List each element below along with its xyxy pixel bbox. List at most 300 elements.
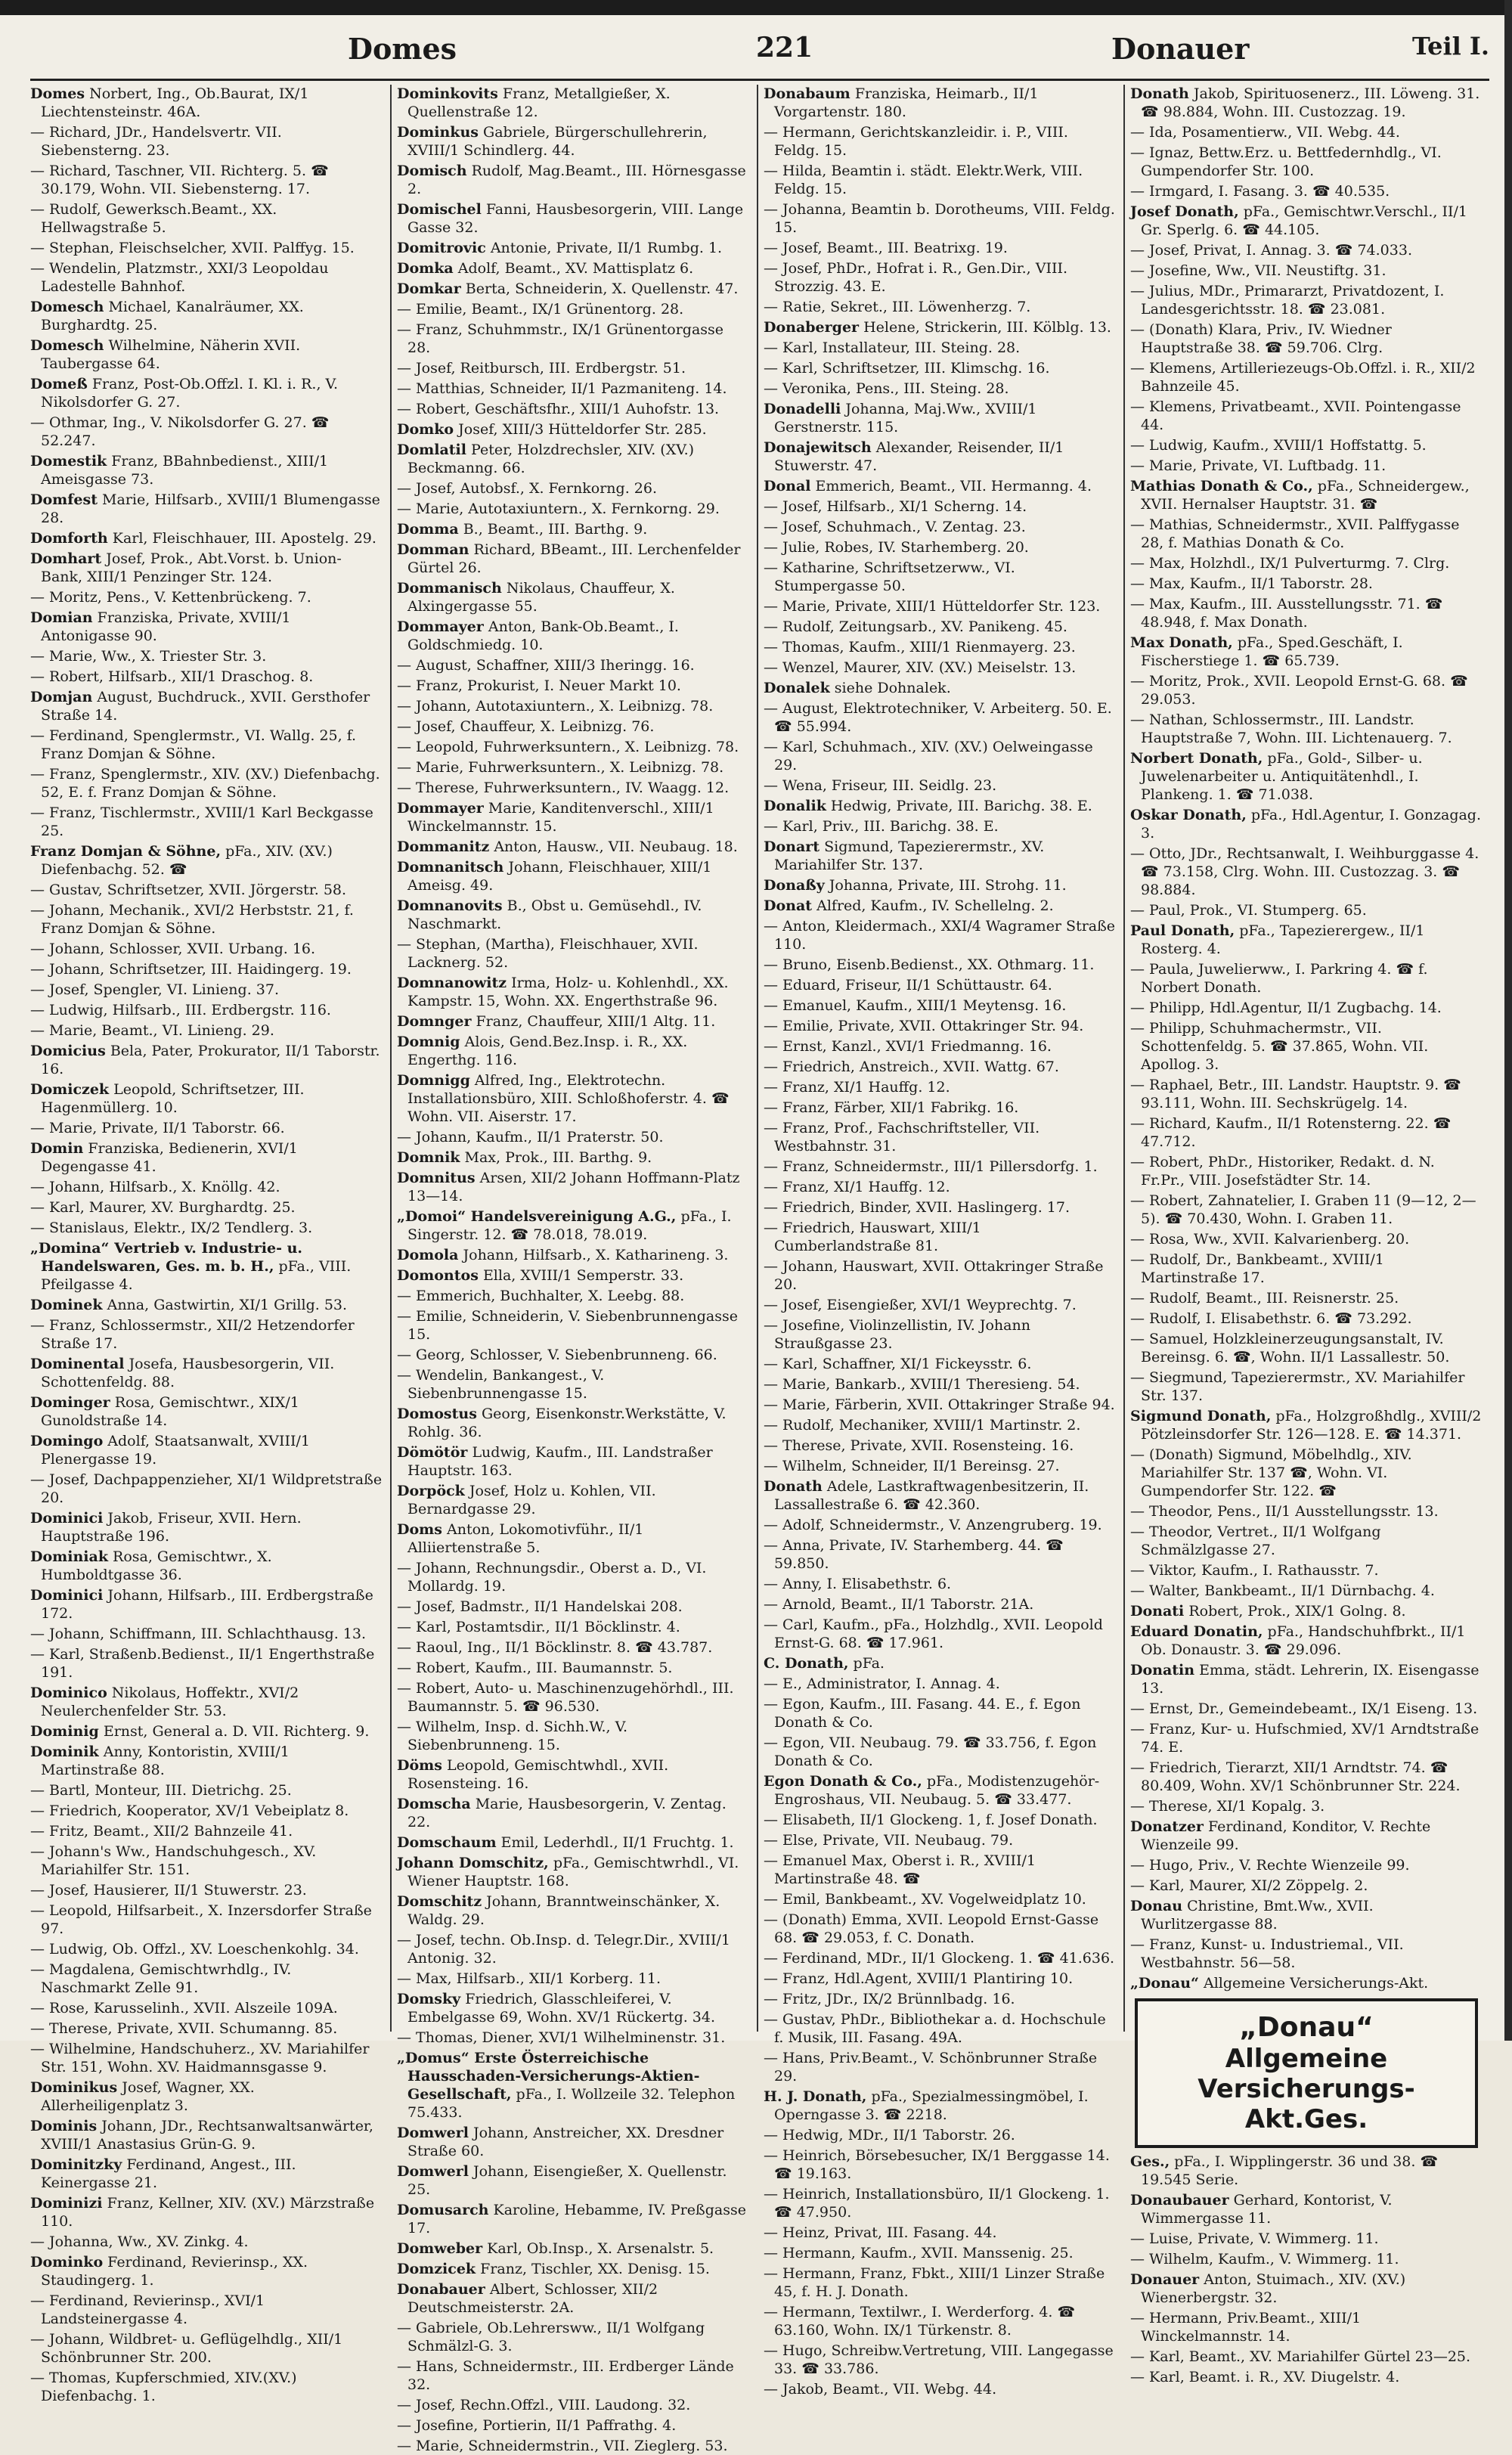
directory-entry [397, 579, 749, 615]
directory-entry [1130, 123, 1483, 141]
directory-entry [764, 1375, 1116, 1393]
directory-entry [764, 699, 1116, 736]
entry-text: Johann, Hilfsarb., III. Erdbergstraße 172. [41, 1587, 373, 1622]
entry-text: — Johann, Schlosser, XVII. Urbang. 16. [30, 941, 316, 957]
directory-entry [397, 1659, 749, 1677]
directory-entry [764, 239, 1116, 257]
entry-text: — Karl, Installateur, III. Steing. 28. [764, 339, 1021, 356]
entry-text: — Josef, Rechn.Offzl., VIII. Laudong. 32. [397, 2397, 691, 2413]
entry-name: Dominikus [30, 2079, 118, 2096]
entry-text: — Friedrich, Kooperator, XV/1 Vebeiplatz 8. [30, 1803, 349, 1819]
entry-text: — Thomas, Diener, XVI/1 Wilhelminenstr. 31. [397, 2029, 726, 2046]
entry-text: Ferdinand, Revierinsp., XX. Staudingerg. 1. [41, 2254, 308, 2289]
directory-entry [30, 2040, 383, 2076]
entry-text: — Josef, techn. Ob.Insp. d. Telegr.Dir., XVIII/1 Antonig. 32. [397, 1932, 730, 1967]
directory-entry [30, 1822, 383, 1840]
entry-text: — Hermann, Franz, Fbkt., XIII/1 Linzer Straße 45, f. H. J. Donath. [764, 2265, 1105, 2300]
entry-text: — Josef, Beamt., III. Beatrixg. 19. [764, 240, 1008, 256]
directory-entry [397, 799, 749, 835]
directory-entry [764, 1257, 1116, 1294]
directory-entry [1130, 554, 1483, 572]
entry-name: „Domina“ Vertrieb v. Industrie- u. Handelswaren, Ges. m. b. H., [30, 1240, 303, 1275]
directory-entry [397, 897, 749, 933]
directory-entry [764, 1654, 1116, 1672]
directory-entry [764, 2010, 1116, 2047]
directory-entry [1130, 282, 1483, 318]
directory-entry [1130, 477, 1483, 513]
entry-text: — Josef, Chauffeur, X. Leibnizg. 76. [397, 718, 655, 735]
entry-text: — Heinz, Privat, III. Fasang. 44. [764, 2224, 997, 2241]
column-4 [1130, 85, 1483, 2385]
entry-name: Dominici [30, 1510, 104, 1527]
entry-name: Domitrovic [397, 240, 486, 256]
entry-text: — Rose, Karusselinh., XVII. Alszeile 109A. [30, 2000, 338, 2016]
directory-entry [764, 1970, 1116, 1988]
entry-name: Domnanovits [397, 897, 503, 914]
entry-text: Sigmund, Tapezierermstr., XV. Mariahilfer Str. 137. [774, 838, 1045, 873]
directory-entry [764, 2303, 1116, 2339]
entry-name: Domian [30, 609, 93, 626]
directory-entry [1130, 595, 1483, 631]
directory-entry [30, 1586, 383, 1623]
directory-entry [764, 1017, 1116, 1035]
directory-entry [1130, 711, 1483, 747]
directory-entry [764, 1037, 1116, 1055]
directory-entry [30, 1684, 383, 1720]
directory-entry [30, 1178, 383, 1196]
directory-entry [30, 647, 383, 665]
entry-text: — Ratie, Sekret., III. Löwenherzg. 7. [764, 299, 1031, 315]
entry-name: Domnigg [397, 1072, 470, 1089]
entry-name: Dommayer [397, 618, 484, 635]
directory-entry [764, 1219, 1116, 1255]
entry-text: Alfred, Ing., Elektrotechn. Installationsbüro, XIII. Schloßhoferstr. 4. ☎ Wohn. VII. Aiserstr. 17. [407, 1072, 730, 1125]
entry-text: — Josef, Dachpappenzieher, XI/1 Wildpretstraße 20. [30, 1471, 383, 1506]
entry-text: pFa., Holzgroßhdlg., XVIII/2 Pötzleinsdorfer Str. 126—128. E. ☎ 14.371. [1141, 1408, 1482, 1443]
entry-text: — Josef, Schuhmach., V. Zentag. 23. [764, 519, 1026, 535]
entry-text: Nikolaus, Hoffektr., XVI/2 Neulerchenfelder Str. 53. [41, 1685, 299, 1719]
column-divider [1123, 85, 1125, 2032]
entry-text: pFa., Gemischtwrhdl., VI. Wiener Hauptstr. 168. [407, 1855, 739, 1889]
directory-entry [30, 842, 383, 879]
entry-name: Donart [764, 838, 820, 855]
directory-entry [30, 2292, 383, 2328]
entry-text: — Matthias, Schneider, II/1 Pazmaniteng. 14. [397, 380, 727, 397]
directory-entry [397, 239, 749, 257]
entry-text: Josefa, Hausbesorgerin, VII. Schottenfeldg. 88. [41, 1356, 335, 1390]
directory-entry [397, 1012, 749, 1031]
entry-text: Irma, Holz- u. Kohlenhdl., XX. Kampstr. 15, Wohn. XX. Engerthstraße 96. [407, 975, 729, 1009]
directory-entry [397, 1618, 749, 1636]
entry-text: — Josef, Hilfsarb., XI/1 Scherng. 14. [764, 498, 1027, 515]
entry-text: — Hilda, Beamtin i. städt. Elektr.Werk, VIII. Feldg. 15. [764, 163, 1083, 197]
directory-entry [397, 2240, 749, 2258]
entry-text: — Philipp, Schuhmachermstr., VII. Schottenfeldg. 5. ☎ 37.865, Wohn. VII. Apollog. 3. [1130, 1020, 1429, 1073]
directory-entry [764, 1078, 1116, 1096]
entry-text: — Karl, Straßenb.Bedienst., II/1 Engerthstraße 191. [30, 1646, 375, 1681]
entry-text: — Arnold, Beamt., II/1 Taborstr. 21A. [764, 1596, 1034, 1613]
entry-name: Ges., [1130, 2153, 1170, 2170]
directory-entry [1130, 1623, 1483, 1659]
directory-entry [30, 1080, 383, 1117]
directory-entry [764, 1198, 1116, 1217]
entry-text: — Max, Kaufm., II/1 Taborstr. 28. [1130, 575, 1373, 592]
entry-text: Johann, Anstreicher, XX. Dresdner Straße 60. [407, 2125, 724, 2159]
entry-text: — Franz, XI/1 Hauffg. 12. [764, 1179, 950, 1195]
directory-entry [30, 2019, 383, 2038]
directory-entry [397, 85, 749, 121]
entry-name: Donat [764, 897, 813, 914]
directory-entry [397, 758, 749, 776]
directory-entry [1130, 1897, 1483, 1933]
entry-text: — Wilhelm, Insp. d. Sichh.W., V. Siebenbrunneng. 15. [397, 1719, 628, 1753]
entry-text: Adolf, Beamt., XV. Mattisplatz 6. [457, 260, 694, 277]
entry-name: Domesch [30, 299, 104, 315]
entry-text: Jakob, Friseur, XVII. Hern. Hauptstraße 196. [41, 1510, 302, 1545]
entry-name: Dominik [30, 1744, 99, 1760]
entry-text: — Siegmund, Tapezierermstr., XV. Mariahilfer Str. 137. [1130, 1369, 1465, 1404]
directory-entry [1130, 1369, 1483, 1405]
entry-text: — Josef, Badmstr., II/1 Handelskai 208. [397, 1598, 683, 1615]
entry-text: — Rudolf, Zeitungsarb., XV. Panikeng. 45. [764, 618, 1067, 635]
entry-name: Egon Donath & Co., [764, 1773, 922, 1790]
directory-entry [30, 491, 383, 527]
entry-text: — Karl, Postamtsdir., II/1 Böcklinstr. 4. [397, 1619, 680, 1635]
directory-entry [1130, 321, 1483, 357]
entry-text: August, Buchdruck., XVII. Gersthofer Straße 14. [41, 689, 370, 724]
directory-entry [764, 1949, 1116, 1967]
directory-entry [764, 738, 1116, 774]
directory-entry [397, 1287, 749, 1305]
entry-text: pFa., Modistenzugehör-Engroshaus, VII. Neubaug. 5. ☎ 33.477. [774, 1773, 1100, 1808]
entry-text: Max, Prok., III. Barthg. 9. [464, 1149, 652, 1166]
entry-text: Michael, Kanalräumer, XX. Burghardtg. 25. [41, 299, 304, 333]
entry-text: Karoline, Hebamme, IV. Preßgasse 17. [407, 2202, 746, 2236]
directory-entry [397, 935, 749, 972]
directory-entry [397, 1854, 749, 1890]
entry-text: — Fritz, JDr., IX/2 Brünnlbadg. 16. [764, 1991, 1015, 2007]
entry-name: Donaubauer [1130, 2192, 1229, 2209]
directory-entry [30, 1296, 383, 1314]
directory-entry [30, 1722, 383, 1741]
entry-text: — Emanuel Max, Oberst i. R., XVIII/1 Martinstraße 48. ☎ [764, 1852, 1036, 1887]
directory-entry [764, 618, 1116, 636]
directory-entry [764, 597, 1116, 615]
directory-entry [30, 123, 383, 160]
header-left-word: Domes [348, 32, 457, 66]
entry-name: Dominkus [397, 124, 479, 141]
entry-text: — Hermann, Gerichtskanzleidir. i. P., VIII. Feldg. 15. [764, 124, 1068, 159]
entry-text: pFa., Schneidergew., XVII. Hernalser Hauptstr. 31. ☎ [1141, 478, 1470, 513]
directory-entry [764, 518, 1116, 536]
directory-entry [1130, 2191, 1483, 2227]
entry-text: Ferdinand, Konditor, V. Rechte Wienzeile 99. [1141, 1818, 1431, 1853]
entry-text: Helene, Strickerin, III. Kölblg. 13. [863, 319, 1111, 336]
directory-entry [397, 1482, 749, 1518]
entry-text: — Anton, Kleidermach., XXI/4 Wagramer Straße 110. [764, 918, 1116, 953]
entry-text: — Richard, JDr., Handelsvertr. VII. Siebensterng. 23. [30, 124, 282, 159]
entry-text: — Franz, Kunst- u. Industriemal., VII. Westbahnstr. 56—58. [1130, 1936, 1404, 1971]
entry-name: Dommanitz [397, 838, 490, 855]
entry-text: — Julie, Robes, IV. Starhemberg. 20. [764, 539, 1029, 556]
entry-name: Dorpöck [397, 1483, 465, 1499]
entry-name: Dominici [30, 1587, 104, 1604]
directory-entry [397, 1679, 749, 1716]
entry-text: — Thomas, Kupferschmied, XIV.(XV.) Diefenbachg. 1. [30, 2370, 297, 2404]
entry-text: — Franz, Schuhmmstr., IX/1 Grünentorgasse 28. [397, 321, 724, 356]
entry-text: — Josef, Hausierer, II/1 Stuwerstr. 23. [30, 1882, 307, 1899]
directory-entry [30, 239, 383, 257]
directory-entry [30, 1432, 383, 1468]
entry-text: Allgemeine Versicherungs-Akt. [1204, 1975, 1429, 1992]
directory-entry [764, 380, 1116, 398]
entry-text: — Gabriele, Ob.Lehrersww., II/1 Wolfgang Schmälzl-G. 3. [397, 2320, 705, 2354]
directory-entry [764, 259, 1116, 296]
directory-entry [397, 1033, 749, 1069]
entry-text: — Julius, MDr., Primararzt, Privatdozent, I. Landesgerichtsstr. 18. ☎ 23.081. [1130, 283, 1445, 318]
entry-text: — Karl, Schriftsetzer, III. Klimschg. 16. [764, 360, 1050, 377]
entry-name: Donaberger [764, 319, 860, 336]
entry-text: B., Obst u. Gemüsehdl., IV. Naschmarkt. [407, 897, 702, 932]
entry-text: — Stephan, (Martha), Fleischhauer, XVII. Lacknerg. 52. [397, 936, 699, 971]
entry-text: Bela, Pater, Prokurator, II/1 Taborstr. 16. [41, 1043, 380, 1077]
directory-entry [764, 2147, 1116, 2183]
directory-entry [764, 1734, 1116, 1770]
entry-name: „Domoi“ Handelsvereinigung A.G., [397, 1208, 677, 1225]
entry-text: — Friedrich, Hauswart, XIII/1 Cumberlandstraße 81. [764, 1220, 981, 1254]
directory-entry [397, 1638, 749, 1657]
entry-name: Domestik [30, 453, 107, 470]
entry-text: — Marie, Bankarb., XVIII/1 Theresieng. 54. [764, 1376, 1080, 1393]
entry-text: — Josef, PhDr., Hofrat i. R., Gen.Dir., VIII. Strozzig. 43. E. [764, 260, 1067, 295]
entry-text: Franziska, Bedienerin, XVI/1 Degengasse 41. [41, 1140, 298, 1175]
entry-name: Domka [397, 260, 454, 277]
entry-text: pFa., Gemischtwr.Verschl., II/1 Gr. Sperlg. 6. ☎ 44.105. [1141, 203, 1467, 238]
entry-text: — Karl, Beamt., XV. Mariahilfer Gürtel 23—25. [1130, 2348, 1471, 2365]
entry-text: — Mathias, Schneidermstr., XVII. Palffygasse 28, f. Mathias Donath & Co. [1130, 516, 1460, 551]
directory-entry [1130, 1661, 1483, 1697]
directory-entry [30, 881, 383, 899]
directory-entry [764, 477, 1116, 495]
entry-text: — Hermann, Textilwr., I. Werderforg. 4. ☎ 63.160, Wohn. IX/1 Türkenstr. 8. [764, 2304, 1076, 2339]
entry-text: pFa., Gold-, Silber- u. Juwelenarbeiter u. Antiquitätenhdl., I. Plankeng. 1. ☎ 71.038. [1141, 750, 1423, 803]
entry-text: — Josef, Autobsf., X. Fernkorng. 26. [397, 480, 657, 497]
entry-text: — Katharine, Schriftsetzerww., VI. Stumpergasse 50. [764, 560, 1015, 594]
directory-entry [397, 1443, 749, 1480]
entry-text: Berta, Schneiderin, X. Quellenstr. 47. [465, 281, 739, 297]
entry-text: Josef, Holz u. Kohlen, VII. Bernardgasse 29. [407, 1483, 656, 1517]
directory-columns [30, 85, 1482, 2454]
entry-text: Nikolaus, Chauffeur, X. Alxingergasse 55. [407, 580, 675, 615]
directory-entry [397, 2280, 749, 2317]
directory-entry [1130, 999, 1483, 1017]
entry-text: — Hugo, Priv., V. Rechte Wienzeile 99. [1130, 1857, 1410, 1874]
directory-entry [30, 1509, 383, 1545]
entry-text: — Eduard, Friseur, II/1 Schüttaustr. 64. [764, 977, 1052, 993]
entry-text: — Therese, Fuhrwerksuntern., IV. Waagg. 12. [397, 780, 730, 796]
directory-entry [30, 414, 383, 450]
entry-text: — Marie, Ww., X. Triester Str. 3. [30, 648, 267, 665]
directory-entry [764, 85, 1116, 121]
directory-entry [397, 1246, 749, 1264]
entry-text: — Wena, Friseur, III. Seidlg. 23. [764, 777, 997, 794]
directory-entry [30, 981, 383, 999]
entry-text: Emmerich, Beamt., VII. Hermanng. 4. [815, 478, 1092, 494]
entry-name: Dominico [30, 1685, 107, 1701]
entry-name: Donalek [764, 680, 830, 696]
entry-text: — Anna, Private, IV. Starhemberg. 44. ☎ 59.850. [764, 1537, 1064, 1572]
entry-name: Domesch [30, 337, 104, 354]
entry-text: — Franz, Schneidermstr., III/1 Pillersdorfg. 1. [764, 1158, 1098, 1175]
entry-text: — Wenzel, Maurer, XIV. (XV.) Meiselstr. 13. [764, 659, 1077, 676]
entry-text: — Wilhelm, Schneider, II/1 Bereinsg. 27. [764, 1458, 1060, 1474]
directory-entry [397, 2201, 749, 2237]
entry-text: Franziska, Heimarb., II/1 Vorgartenstr. 180. [774, 85, 1039, 120]
directory-entry [30, 1139, 383, 1176]
entry-text: Leopold, Schriftsetzer, III. Hagenmüllerg. 10. [41, 1081, 305, 1116]
directory-entry [1130, 2250, 1483, 2268]
entry-text: — Johann, Mechanik., XVI/2 Herbststr. 21, f. Franz Domjan & Söhne. [30, 902, 354, 937]
directory-entry [1130, 1330, 1483, 1366]
entry-text: Emma, städt. Lehrerin, IX. Eisengasse 13. [1141, 1662, 1479, 1697]
entry-name: Donauer [1130, 2271, 1200, 2288]
directory-entry [397, 2416, 749, 2435]
directory-entry [30, 1316, 383, 1353]
entry-text: pFa., Spezialmessingmöbel, I. Operngasse 3. ☎ 2218. [774, 2088, 1089, 2123]
directory-entry [1130, 1446, 1483, 1500]
directory-entry [1130, 182, 1483, 200]
directory-entry [30, 200, 383, 237]
directory-entry [30, 1902, 383, 1938]
entry-text: — Klemens, Privatbeamt., XVII. Pointengasse 44. [1130, 398, 1461, 433]
entry-name: Donati [1130, 1603, 1185, 1620]
entry-text: Ferdinand, Angest., III. Keinergasse 21. [41, 2156, 296, 2191]
entry-text: pFa. [853, 1655, 885, 1672]
entry-text: Johann, Eisengießer, X. Quellenstr. 25. [407, 2163, 727, 2198]
directory-entry [764, 1296, 1116, 1314]
entry-name: Eduard Donatin, [1130, 1623, 1263, 1640]
entry-text: — Franz, Hdl.Agent, XVIII/1 Plantiring 10. [764, 1970, 1074, 1987]
directory-entry [30, 588, 383, 606]
entry-name: Dominig [30, 1723, 99, 1740]
entry-name: Domhart [30, 550, 102, 567]
entry-name: Domnik [397, 1149, 460, 1166]
directory-entry [397, 300, 749, 318]
directory-entry [764, 1890, 1116, 1908]
entry-name: Dominger [30, 1394, 110, 1411]
entry-name: Domin [30, 1140, 84, 1157]
entry-text: — Egon, VII. Neubaug. 79. ☎ 33.756, f. Egon Donath & Co. [764, 1734, 1097, 1769]
directory-entry [764, 339, 1116, 357]
directory-entry [1130, 1076, 1483, 1112]
directory-entry [397, 1207, 749, 1244]
entry-text: Johann, Branntweinschänker, X. Waldg. 29. [407, 1893, 720, 1928]
directory-entry [764, 123, 1116, 160]
directory-entry [1130, 1700, 1483, 1718]
directory-entry [397, 2162, 749, 2199]
entry-text: — Marie, Fuhrwerksuntern., X. Leibnizg. 78. [397, 759, 724, 776]
entry-text: siehe Dohnalek. [834, 680, 951, 696]
entry-text: — Hermann, Kaufm., XVII. Manssenig. 25. [764, 2245, 1074, 2261]
directory-entry [764, 318, 1116, 336]
directory-entry [764, 538, 1116, 556]
directory-entry [30, 2330, 383, 2367]
entry-text: — Marie, Färberin, XVII. Ottakringer Straße 94. [764, 1396, 1115, 1413]
directory-entry [764, 1316, 1116, 1353]
entry-text: — Friedrich, Tierarzt, XII/1 Arndtstr. 74. ☎ 80.409, Wohn. XV/1 Schönbrunner Str. 224. [1130, 1759, 1461, 1794]
directory-entry [397, 1990, 749, 2026]
directory-entry [1130, 634, 1483, 670]
entry-text: — Ferdinand, Spenglermstr., VI. Wallg. 25, f. Franz Domjan & Söhne. [30, 727, 357, 762]
entry-text: — Wendelin, Bankangest., V. Siebenbrunnengasse 15. [397, 1367, 605, 1402]
entry-text: — (Donath) Emma, XVII. Leopold Ernst-Gasse 68. ☎ 29.053, f. C. Donath. [764, 1911, 1099, 1946]
entry-text: — Rosa, Ww., XVII. Kalvarienberg. 20. [1130, 1231, 1410, 1248]
directory-entry [397, 738, 749, 756]
entry-text: — Karl, Maurer, XI/2 Zöppelg. 2. [1130, 1877, 1368, 1894]
entry-name: Domostus [397, 1406, 477, 1422]
entry-text: — Richard, Taschner, VII. Richterg. 5. ☎ 30.179, Wohn. VII. Siebensterng. 17. [30, 163, 329, 197]
entry-name: Domnitus [397, 1170, 476, 1186]
entry-text: Antonie, Private, II/1 Rumbg. 1. [490, 240, 723, 256]
column-3 [764, 85, 1116, 2398]
directory-entry [30, 1625, 383, 1643]
entry-text: — Franz, Kur- u. Hufschmied, XV/1 Arndtstraße 74. E. [1130, 1721, 1479, 1756]
directory-entry [1130, 2153, 1483, 2189]
entry-text: Leopold, Gemischtwhdl., XVII. Rosensteing. 16. [407, 1757, 669, 1792]
directory-entry [764, 1396, 1116, 1414]
directory-entry [397, 2396, 749, 2414]
entry-text: Josef, XIII/3 Hütteldorfer Str. 285. [458, 421, 707, 438]
entry-name: Döms [397, 1757, 442, 1774]
entry-name: Domingo [30, 1433, 104, 1449]
directory-entry [30, 452, 383, 488]
entry-name: Sigmund Donath, [1130, 1408, 1272, 1424]
directory-entry [1130, 575, 1483, 593]
entry-text: Adolf, Staatsanwalt, XVIII/1 Plenergasse 19. [41, 1433, 311, 1468]
entry-text: Gerhard, Kontorist, V. Wimmergasse 11. [1141, 2192, 1393, 2227]
entry-text: — Egon, Kaufm., III. Fasang. 44. E., f. Egon Donath & Co. [764, 1696, 1081, 1731]
entry-text: — Hugo, Schreibw.Vertretung, VIII. Langegasse 33. ☎ 33.786. [764, 2342, 1114, 2377]
directory-entry [30, 85, 383, 121]
entry-name: Domnig [397, 1034, 460, 1050]
directory-entry [397, 2260, 749, 2278]
entry-name: Domontos [397, 1267, 479, 1284]
entry-name: Donatin [1130, 1662, 1195, 1679]
entry-text: — (Donath) Klara, Priv., IV. Wiedner Hauptstraße 38. ☎ 59.706. Clrg. [1130, 321, 1392, 356]
directory-entry [397, 1307, 749, 1344]
entry-text: — Franz, Schlossermstr., XII/2 Hetzendorfer Straße 17. [30, 1317, 355, 1352]
directory-entry [1130, 2368, 1483, 2386]
directory-entry [30, 1021, 383, 1040]
entry-text: — Theodor, Pens., II/1 Ausstellungsstr. 13. [1130, 1503, 1439, 1520]
directory-entry [30, 1219, 383, 1237]
directory-entry [764, 2380, 1116, 2398]
directory-entry [1130, 241, 1483, 259]
directory-entry [1130, 2348, 1483, 2366]
entry-text: — Ernst, Kanzl., XVI/1 Friedmanng. 16. [764, 1038, 1052, 1055]
entry-text: — Marie, Schneidermstrin., VII. Zieglerg. 53. [397, 2438, 728, 2454]
entry-text: — Hans, Priv.Beamt., V. Schönbrunner Straße 29. [764, 2050, 1098, 2085]
entry-name: Franz Domjan & Söhne, [30, 843, 222, 860]
entry-text: — (Donath) Sigmund, Möbelhdlg., XIV. Mariahilfer Str. 137 ☎, Wohn. VI. Gumpendorfer Str. 122. ☎ [1130, 1446, 1412, 1499]
directory-entry [1130, 1192, 1483, 1228]
directory-entry [397, 1128, 749, 1146]
entry-text: Rudolf, Mag.Beamt., III. Hörnesgasse 2. [407, 163, 746, 197]
entry-text: — Karl, Schuhmach., XIV. (XV.) Oelweingasse 29. [764, 739, 1093, 773]
directory-entry [30, 1781, 383, 1799]
directory-entry [397, 500, 749, 518]
directory-entry [397, 200, 749, 237]
